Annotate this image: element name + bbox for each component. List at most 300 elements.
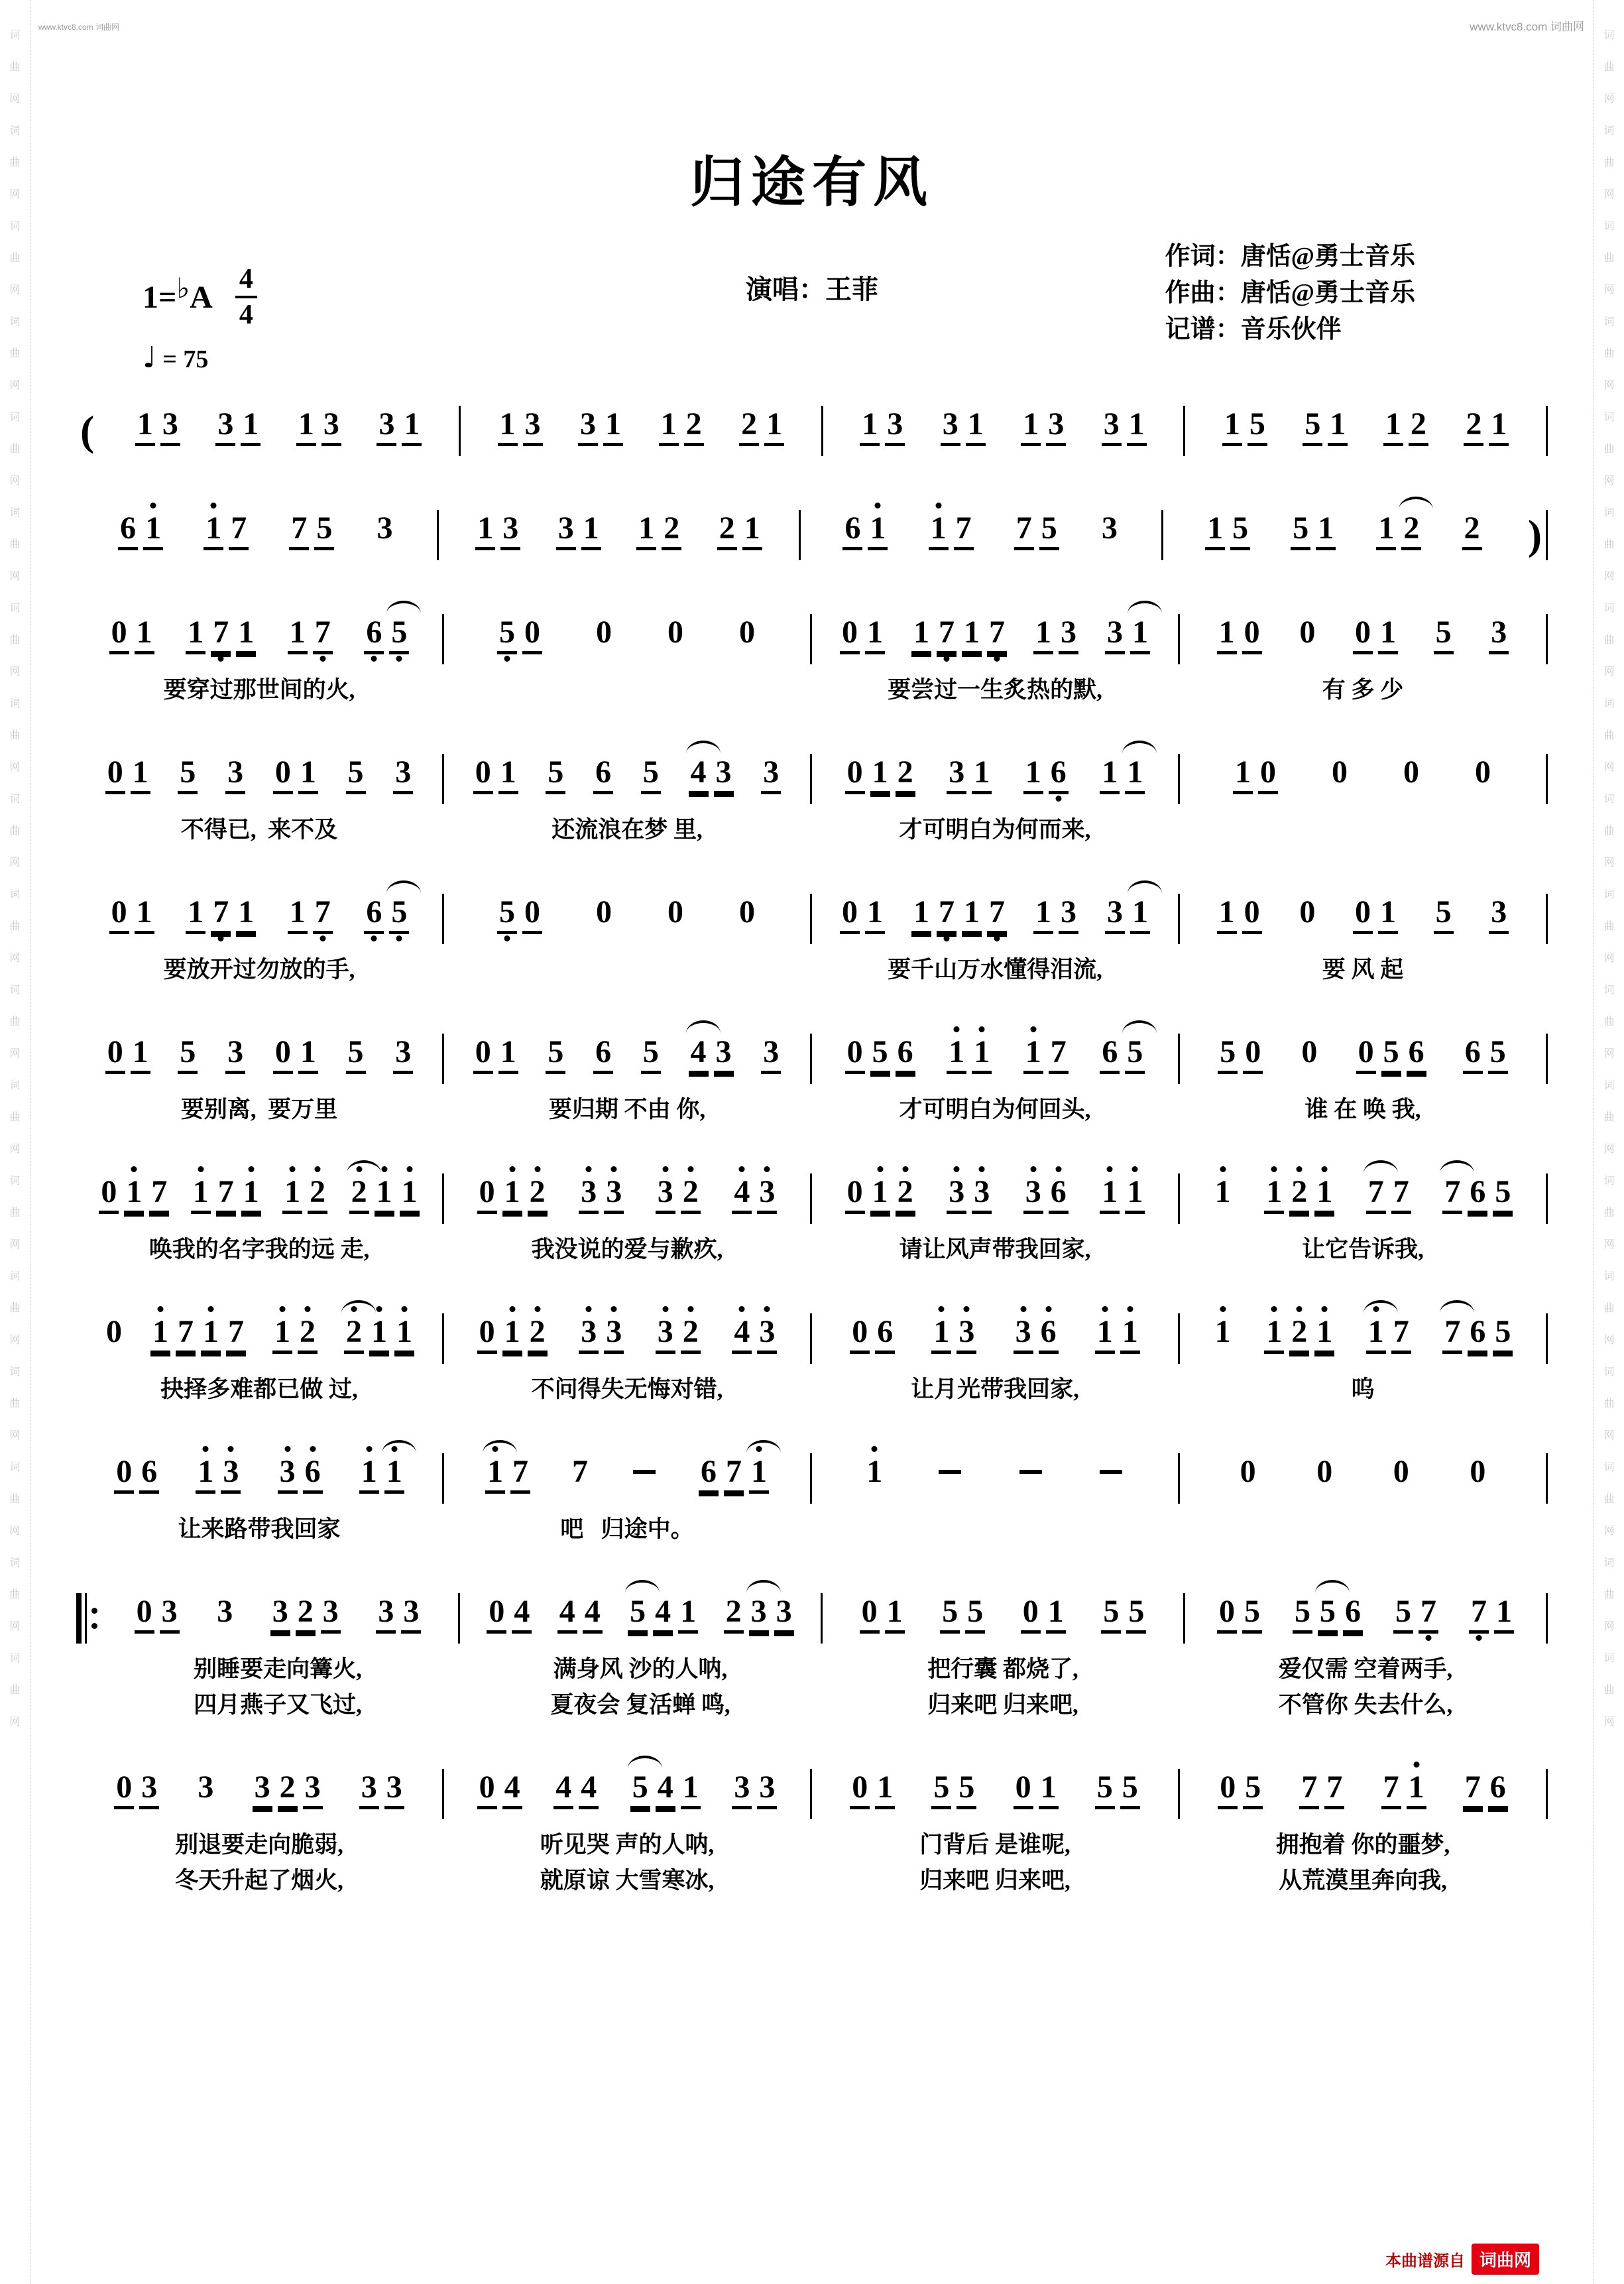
watermark-char: 网 [9, 1526, 21, 1537]
watermark-char: 曲 [9, 1207, 21, 1219]
note: 7 [313, 896, 333, 934]
beam-group [175, 756, 200, 794]
note: 5 [1243, 1772, 1263, 1809]
beam-group [223, 756, 248, 794]
notes-row [812, 1299, 1178, 1370]
note: 6 [1049, 1176, 1069, 1214]
note: 3 [604, 1176, 624, 1214]
note: 3 [321, 1596, 341, 1634]
watermark-char: 网 [1603, 284, 1615, 296]
lyric-line: 有 多 少 [1322, 677, 1404, 703]
note: 2 [1401, 512, 1421, 550]
beam-group [591, 756, 616, 794]
note: 1 [1222, 408, 1242, 446]
octave-dot-above [208, 1306, 214, 1312]
key-letter: A [190, 279, 213, 315]
octave-dot-above [662, 1306, 668, 1312]
note: 6 [303, 1456, 323, 1494]
note: 0 [667, 894, 683, 930]
beam-group [837, 617, 888, 654]
watermark-char: 曲 [9, 1112, 21, 1123]
lyric-line: 要尝过一生炙热的默, [888, 677, 1102, 703]
note: 1 [911, 896, 931, 934]
beam-group [1031, 617, 1081, 654]
note: 1 [298, 756, 318, 794]
slur-arc [628, 1756, 662, 1769]
meter-bottom: 4 [239, 300, 253, 330]
note: 3 [198, 1770, 214, 1805]
octave-dot-above [1271, 1306, 1277, 1312]
beam-group [686, 756, 736, 794]
octave-dot-above [228, 1446, 234, 1452]
note [1096, 1456, 1126, 1494]
lyric-line: 抉择多难都已做 过, [160, 1376, 358, 1402]
measure [1180, 1299, 1546, 1406]
note: 6 [1488, 1772, 1508, 1809]
note: 3 [393, 1036, 413, 1074]
lyric-line [444, 950, 810, 986]
note: 3 [1059, 617, 1078, 654]
watermark-char: 曲 [1603, 1112, 1615, 1123]
sheet [76, 0, 1548, 1930]
second-underline [1314, 1214, 1334, 1217]
beam-group [1300, 408, 1350, 446]
octave-dot-above [687, 1166, 693, 1172]
second-underline [699, 1494, 719, 1496]
watermark-char: 词 [9, 125, 21, 137]
watermark-char: 曲 [1603, 1016, 1615, 1028]
note: 3 [1102, 408, 1122, 446]
note: 1 [236, 896, 256, 934]
watermark-char: 词 [9, 1080, 21, 1091]
second-underline [911, 654, 931, 657]
watermark-char: 网 [9, 475, 21, 487]
beam-group [1261, 1176, 1337, 1214]
octave-dot-above [1055, 1166, 1061, 1172]
beam-group [96, 1176, 172, 1214]
note: 1 [1095, 1316, 1115, 1354]
performer: 演唱：王菲 [746, 274, 878, 304]
note: 1 [131, 1036, 150, 1074]
note: 0 [845, 1036, 865, 1074]
measure [439, 495, 799, 566]
tempo-marking [143, 341, 257, 375]
second-underline [962, 654, 982, 657]
beam-group [1431, 617, 1456, 654]
beam-group [842, 1036, 918, 1074]
octave-dot-above [939, 1306, 945, 1312]
measure [812, 1754, 1178, 1897]
second-underline [270, 1634, 290, 1636]
note: 1 [288, 896, 308, 934]
beam-group [361, 617, 412, 654]
beam-group [837, 896, 888, 934]
second-underline [1318, 1634, 1338, 1636]
octave-dot-above [1322, 1306, 1328, 1312]
music-system [76, 879, 1548, 986]
beam-group [286, 512, 337, 550]
beam-group [484, 1596, 534, 1634]
watermark-char: 网 [9, 93, 21, 105]
note: 7 [1299, 1772, 1319, 1809]
note: 7 [211, 617, 231, 654]
note: 1 [1383, 408, 1403, 446]
lyric-line: 满身风 沙的人呐, [553, 1656, 728, 1682]
beam-group [201, 512, 251, 550]
barline-final [1546, 1173, 1548, 1224]
note: 0 [1353, 896, 1373, 934]
watermark-char: 曲 [1603, 157, 1615, 168]
notes-row [812, 1754, 1178, 1825]
watermark-char: 曲 [9, 1016, 21, 1028]
measure [812, 1019, 1178, 1126]
second-underline [714, 1074, 734, 1077]
lyric-line: 让月光带我回家, [911, 1376, 1079, 1402]
note: 4 [502, 1772, 522, 1809]
barline-final [1546, 894, 1548, 944]
beam-group [1215, 1036, 1265, 1074]
measure [76, 1439, 442, 1545]
repeat-dot [91, 1608, 97, 1614]
watermark-char: 网 [9, 1239, 21, 1250]
music-system [76, 739, 1548, 846]
beam-group [696, 1456, 772, 1494]
note: 3 [1059, 896, 1078, 934]
beam-group [1092, 1772, 1143, 1809]
measure [76, 1299, 442, 1406]
note: 0 [109, 617, 129, 654]
note: 2 [724, 1596, 744, 1634]
note: 1 [1314, 1316, 1334, 1354]
beam-group [285, 617, 335, 654]
note: 1 [1127, 408, 1147, 446]
measure [812, 739, 1178, 846]
watermark-char: 曲 [9, 253, 21, 264]
lyric-line: 别退要走向脆弱, [175, 1832, 343, 1858]
note: 5 [1095, 1772, 1115, 1809]
note: 0 [1014, 1772, 1033, 1809]
note: 0 [860, 1596, 880, 1634]
note: 5 [641, 756, 661, 794]
note: 1 [929, 512, 949, 550]
octave-dot-above [1297, 1306, 1303, 1312]
octave-dot-above [203, 1446, 209, 1452]
notes-row [444, 1299, 810, 1370]
repeat-dot [91, 1623, 97, 1629]
watermark-char: 网 [1603, 1239, 1615, 1250]
beam-group [475, 1772, 525, 1809]
second-underline [502, 1214, 522, 1217]
note: 1 [1494, 1596, 1514, 1634]
beam-group [929, 1772, 979, 1809]
beam-group [721, 1596, 797, 1634]
music-system [76, 1159, 1548, 1266]
measure [444, 599, 810, 706]
octave-dot-above [158, 1306, 164, 1312]
note: 1 [191, 1176, 211, 1214]
credit-lyricist: 作词：唐恬@勇士音乐 [1165, 243, 1415, 270]
note: 6 [139, 1456, 159, 1494]
watermark-char: 曲 [1603, 1398, 1615, 1410]
notes-row [1180, 599, 1546, 670]
beam-group [213, 408, 263, 446]
beam-group [475, 1316, 550, 1354]
beam-group [188, 1176, 264, 1214]
measure [1185, 391, 1546, 462]
second-underline [528, 1214, 548, 1217]
lyric-line: 还流浪在梦 里, [551, 817, 703, 843]
close-paren: ) [1527, 511, 1542, 558]
note: 4 [579, 1772, 599, 1809]
note: 5 [546, 756, 565, 794]
watermark-char: 网 [1603, 1621, 1615, 1632]
note: 1 [394, 1316, 414, 1354]
beam-group [1465, 1456, 1490, 1494]
second-underline [253, 1809, 272, 1812]
note: 7 [1391, 1176, 1411, 1214]
octave-dot-below [371, 935, 377, 941]
note: 7 [149, 1176, 169, 1214]
lyric-line: 把行囊 都烧了, [927, 1656, 1078, 1682]
octave-dot-above [611, 1166, 617, 1172]
beam-group [591, 1036, 616, 1074]
note: 5 [1493, 1176, 1513, 1214]
note: 7 [987, 617, 1007, 654]
measure [444, 879, 810, 986]
note: 3 [656, 1316, 675, 1354]
beam-group [734, 617, 760, 654]
note: 5 [1393, 1596, 1413, 1634]
note: 7 [1049, 1036, 1069, 1074]
watermark-char: 网 [1603, 953, 1615, 964]
octave-dot-above [198, 1166, 203, 1172]
octave-dot-above [1030, 1026, 1036, 1032]
note: 4 [689, 1036, 709, 1074]
note: 1 [931, 1316, 951, 1354]
octave-dot-above [1220, 1306, 1226, 1312]
watermark-char: 网 [1603, 475, 1615, 487]
lyric-line: 让它告诉我, [1302, 1236, 1424, 1262]
watermark-char: 曲 [9, 348, 21, 359]
watermark-char: 曲 [1603, 348, 1615, 359]
octave-dot-below [944, 656, 950, 662]
barline-final [1546, 754, 1548, 804]
lyric-line: 呜 [1351, 1376, 1375, 1402]
note: 0 [473, 756, 493, 794]
note: 1 [502, 1176, 522, 1214]
octave-dot-above [1020, 1306, 1026, 1312]
note: 1 [1489, 408, 1509, 446]
beam-group [1092, 1316, 1143, 1354]
beam-group [575, 408, 626, 446]
slur-arc [1122, 1020, 1157, 1034]
note: 5 [389, 896, 409, 934]
note: 0 [1242, 896, 1262, 934]
beam-group [494, 617, 545, 654]
beam-group [111, 1772, 162, 1809]
watermark-char: 网 [1603, 666, 1615, 678]
second-underline [911, 934, 931, 937]
note: 5 [1242, 1596, 1262, 1634]
slur-arc [1363, 1160, 1398, 1173]
notes-row [1180, 879, 1546, 950]
quarter-note-icon: ♩ [143, 341, 156, 375]
octave-dot-above [875, 503, 881, 509]
beam-group [758, 1036, 783, 1074]
measure [1180, 1439, 1546, 1545]
note: 0 [477, 1176, 497, 1214]
barline-final [1546, 1593, 1548, 1644]
beam-group [1031, 896, 1081, 934]
measure [444, 1019, 810, 1126]
note: 1 [359, 1456, 379, 1494]
note: 1 [1046, 1596, 1066, 1634]
note: 0 [850, 1772, 870, 1809]
key-prefix: 1= [143, 279, 177, 315]
note: 1 [502, 1316, 522, 1354]
beam-group [1460, 1772, 1511, 1809]
beam-group [1431, 896, 1456, 934]
note: 1 [241, 408, 261, 446]
beam-group [638, 1036, 664, 1074]
note: 2 [662, 512, 681, 550]
lyric-line: 要 风 起 [1322, 957, 1404, 983]
watermark-char: 网 [9, 1335, 21, 1346]
barline-final [1546, 406, 1548, 456]
music-system [76, 1439, 1548, 1545]
note: 4 [656, 1772, 675, 1809]
notes-row [444, 1019, 810, 1090]
note: 7 [1419, 1596, 1438, 1634]
watermark-char: 词 [1603, 603, 1615, 614]
note: 1 [1264, 1316, 1284, 1354]
note: 1 [749, 1456, 769, 1494]
beam-group [736, 408, 787, 446]
note: 2 [684, 408, 704, 446]
note: 5 [641, 1036, 661, 1074]
octave-dot-above [662, 1166, 668, 1172]
note: 1 [196, 1456, 215, 1494]
lyric-line: 要归期 不由 你, [548, 1097, 706, 1122]
note: 4 [732, 1176, 752, 1214]
beam-group [638, 756, 664, 794]
watermark-char: 网 [9, 666, 21, 678]
note: 0 [1332, 754, 1348, 790]
watermark-char: 网 [1603, 1430, 1615, 1441]
beam-group [357, 1772, 407, 1809]
notes-row [444, 739, 810, 810]
lyric-line: 门背后 是谁呢, [919, 1832, 1071, 1858]
octave-dot-above [131, 1166, 137, 1172]
watermark-char: 网 [1603, 762, 1615, 773]
notes-row [812, 1159, 1178, 1230]
second-underline [1314, 1354, 1334, 1356]
beam-group [1312, 1456, 1337, 1494]
note: 1 [298, 1036, 318, 1074]
beam-group [111, 1456, 162, 1494]
beam-group [341, 1316, 417, 1354]
beam-group [294, 408, 344, 446]
measure [823, 391, 1184, 462]
measure [812, 879, 1178, 986]
second-underline [1381, 1074, 1401, 1077]
measure [76, 495, 437, 566]
note: 5 [965, 1596, 985, 1634]
octave-dot-above [1132, 1166, 1138, 1172]
watermark-char: 词 [1603, 985, 1615, 996]
beam-group [473, 512, 523, 550]
beam-group [357, 1456, 407, 1494]
note: 3 [732, 1772, 752, 1809]
octave-dot-above [248, 1166, 254, 1172]
lyric-line: 要放开过勿放的手, [163, 957, 355, 983]
beam-group [1350, 617, 1401, 654]
note: 0 [1353, 617, 1373, 654]
octave-dot-above [310, 1446, 316, 1452]
notes-row [444, 1439, 810, 1510]
beam-group [576, 1176, 626, 1214]
music-system [76, 599, 1548, 706]
note: 1 [498, 1036, 518, 1074]
watermark-char: 词 [9, 1271, 21, 1282]
note: 3 [215, 408, 235, 446]
note: 3 [757, 1176, 777, 1214]
note: 2 [1464, 408, 1483, 446]
second-underline [714, 794, 734, 797]
second-underline [394, 1354, 414, 1356]
watermark-char: 曲 [1603, 253, 1615, 264]
note: 5 [314, 512, 334, 550]
note: 2 [1289, 1316, 1309, 1354]
note: 6 [364, 617, 384, 654]
note: 7 [510, 1456, 530, 1494]
slur-arc [686, 741, 721, 754]
note: 0 [105, 756, 125, 794]
watermark-char: 词 [1603, 1080, 1615, 1091]
beam-group [1214, 896, 1265, 934]
note: 1 [1033, 896, 1053, 934]
beam-group [1354, 1036, 1429, 1074]
beam-group [543, 756, 568, 794]
beam-group [471, 756, 521, 794]
note: 3 [523, 408, 543, 446]
beam-group [909, 896, 1010, 934]
beam-group [929, 1316, 979, 1354]
slur-arc [1122, 741, 1157, 754]
beam-group [1460, 1036, 1511, 1074]
lyric-line: 要穿过那世间的火, [163, 677, 355, 703]
barline-final [1546, 1034, 1548, 1084]
watermark-char: 曲 [1603, 825, 1615, 837]
watermark-char: 词 [9, 889, 21, 900]
note: 3 [393, 756, 413, 794]
beam-group [483, 1456, 533, 1494]
note: 0 [1301, 1034, 1318, 1069]
notes-row [812, 599, 1178, 670]
note: 1 [1100, 1176, 1120, 1214]
beam-group [475, 1176, 550, 1214]
beam-group [634, 512, 684, 550]
watermark-char: 词 [9, 794, 21, 805]
beam-group [1391, 1596, 1441, 1634]
note: 5 [1126, 1596, 1146, 1634]
note: 3 [359, 1772, 379, 1809]
measure [1180, 879, 1546, 986]
note: 2 [1409, 408, 1428, 446]
octave-dot-above [935, 503, 941, 509]
notes-row [812, 879, 1178, 950]
watermark-char: 词 [9, 698, 21, 709]
